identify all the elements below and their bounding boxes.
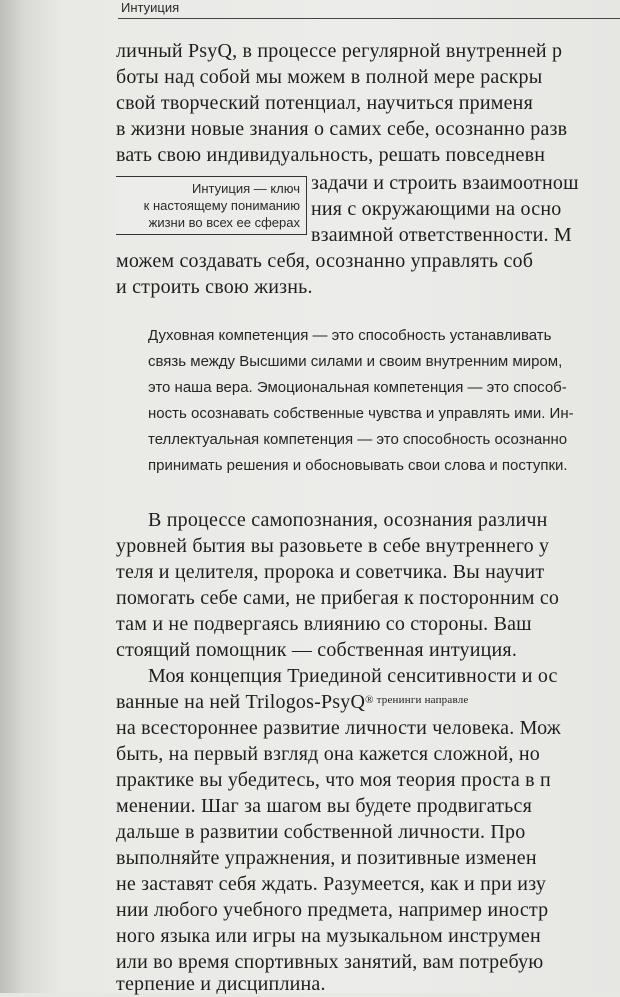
body-line: в жизни новые знания о самих себе, осознанно разв [116, 118, 568, 140]
running-header [0, 0, 620, 20]
sidebar-note-line: Интуиция — ключ [191, 181, 300, 196]
body-line: там и не подвергаясь влиянию со стороны. Ваш [116, 613, 532, 635]
quote-line: связь между Высшими силами и своим внутренним миром, [148, 353, 563, 370]
body-line: практике вы убедитесь, что моя теория проста в п [116, 769, 551, 791]
body-line-part: ванные на ней Trilogos-PsyQ [116, 691, 366, 713]
body-line: не заставят себя ждать. Разумеется, как и при изу [116, 873, 547, 895]
body-line: ного языка или игры на музыкальном инструмен [116, 925, 541, 947]
body-line: терпение и дисциплина. [116, 973, 326, 995]
body-line: дальше в развитии собственной личности. Про [116, 821, 526, 843]
body-line: боты над собой мы можем в полной мере раскры [116, 66, 543, 88]
body-line: или во время спортивных занятий, вам потребую [116, 951, 544, 973]
body-line [116, 689, 468, 715]
quote-line: это наша вера. Эмоциональная компетенция — это способ- [148, 379, 567, 396]
body-line: быть, на первый взгляд она кажется сложной, но [116, 743, 540, 765]
body-line: можем создавать себя, осознанно управлять соб [116, 250, 534, 272]
header-title: Интуиция [121, 0, 180, 15]
body-line: ния с окружающими на осно [311, 198, 562, 220]
body-line: на всестороннее развитие личности человека. Мож [116, 717, 561, 739]
body-line: менении. Шаг за шагом вы будете продвигаться [116, 795, 532, 817]
body-line: нии любого учебного предмета, например иностр [116, 899, 549, 921]
quote-line: теллектуальная компетенция — это способность осознанно [148, 431, 568, 448]
registered-mark: ® тренинги направле [365, 694, 469, 706]
sidebar-note-line: жизни во всех ее сферах [148, 215, 300, 230]
sidebar-note [116, 176, 307, 235]
quote-line: принимать решения и обосновывать свои слова и поступки. [148, 457, 568, 474]
body-line: взаимной ответственности. М [311, 224, 572, 246]
quote-line: ность осознавать собственные чувства и управлять ими. Ин- [148, 405, 574, 422]
body-line: задачи и строить взаимоотнош [311, 172, 579, 194]
quote-line: Духовная компетенция — это способность устанавливать [148, 327, 552, 344]
body-line: вать свою индивидуальность, решать повседневн [116, 144, 546, 166]
body-line: Моя концепция Триединой сенситивности и ос [148, 665, 558, 687]
body-line: теля и целителя, пророка и советчика. Вы научит [116, 561, 545, 583]
body-line: выполняйте упражнения, и позитивные изменен [116, 847, 537, 869]
body-line: свой творческий потенциал, научиться применя [116, 92, 533, 114]
sidebar-note-text [144, 180, 300, 231]
body-line: В процессе самопознания, осознания различн [148, 509, 548, 531]
body-line: стоящий помощник — собственная интуиция. [116, 639, 518, 661]
body-line: личный PsyQ, в процессе регулярной внутренней р [116, 40, 563, 62]
header-rule [118, 18, 620, 19]
body-line: помогать себе сами, не прибегая к посторонним со [116, 587, 560, 609]
sidebar-note-line: к настоящему пониманию [143, 198, 300, 213]
body-line: уровней бытия вы разовьете в себе внутреннего у [116, 535, 550, 557]
body-line: и строить свою жизнь. [116, 276, 313, 298]
